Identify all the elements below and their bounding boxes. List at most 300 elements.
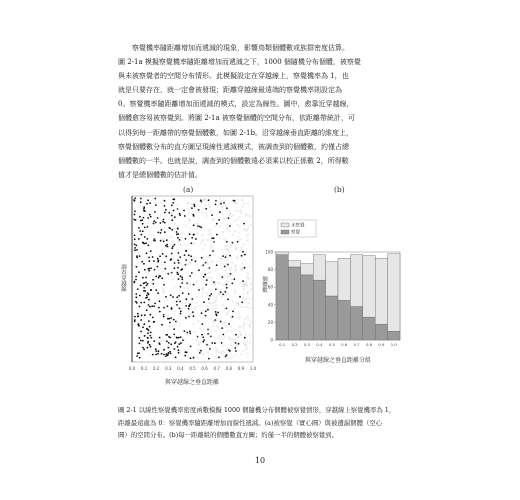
x-tick-label: 0.7 [353,342,360,347]
detected-point [193,357,195,359]
detected-point [208,298,210,300]
detected-point [239,296,241,298]
detected-point [142,277,144,279]
detected-point [138,227,140,229]
detected-point [136,257,138,259]
detected-point [208,199,210,201]
detected-point [189,332,191,334]
detected-point [188,293,190,295]
detected-point [178,252,180,254]
detected-point [203,339,205,341]
detected-point [177,228,179,230]
detected-point [237,241,239,243]
detected-point [172,202,174,204]
detected-point [134,238,136,240]
detected-point [191,298,193,300]
detected-point [188,254,190,256]
detected-point [152,317,154,319]
x-tick-label: 0.6 [341,342,348,347]
detected-point [158,260,160,262]
detected-point [136,355,138,357]
detected-point [150,267,152,269]
detected-point [178,278,180,280]
detected-point [170,343,172,345]
detected-point [166,239,168,241]
detected-point [163,284,165,286]
bar-segment [338,300,350,340]
detected-point [146,328,148,330]
detected-point [235,334,237,336]
detected-point [158,350,160,352]
bar-segment [313,255,325,281]
detected-point [150,289,152,291]
detected-point [168,227,170,229]
detected-point [178,262,180,264]
detected-point [149,202,151,204]
detected-point [193,204,195,206]
detected-point [144,227,146,229]
detected-point [137,316,139,318]
body-line: 察覺個體數分布的直方圖呈現線性遞減模式，被調查到的個體數，約僅占總 [118,142,349,151]
detected-point [143,302,145,304]
detected-point [137,288,139,290]
detected-point [163,354,165,356]
detected-point [167,246,169,248]
detected-point [191,242,193,244]
detected-point [142,326,144,328]
y-tick-label: 40 [267,302,273,308]
detected-point [140,201,142,203]
detected-point [200,350,202,352]
detected-point [226,207,228,209]
body-line: 個體數的一半。也就是說，調查到的個體數遠必須乘以校正係數 2，所得數 [118,156,349,165]
detected-point [209,348,211,350]
detected-point [159,311,161,313]
detected-point [185,298,187,300]
detected-point [159,337,161,339]
detected-point [153,305,155,307]
detected-point [220,291,222,293]
detected-point [195,260,197,262]
detected-point [153,260,155,262]
detected-point [149,306,151,308]
detected-point [185,305,187,307]
detected-point [180,275,182,277]
detected-point [139,343,141,345]
detected-point [214,319,216,321]
bar-segment [276,252,288,255]
x-tick-label: 0.1 [279,342,286,347]
detected-point [145,242,147,244]
detected-point [174,267,176,269]
x-tick-label: 0.4 [177,366,184,371]
detected-point [152,283,154,285]
detected-point [185,351,187,353]
detected-point [226,354,228,356]
bar-segment [388,254,400,331]
detected-point [203,276,205,278]
legend-swatch [281,230,289,234]
detected-point [202,336,204,338]
detected-point [184,355,186,357]
detected-point [179,308,181,310]
detected-point [207,333,209,335]
bar-segment [375,258,387,324]
detected-point [177,237,179,239]
detected-point [134,200,136,202]
detected-point [170,294,172,296]
bar-segment [288,267,300,340]
detected-point [152,279,154,281]
detected-point [190,255,192,257]
detected-point [184,330,186,332]
detected-point [140,302,142,304]
detected-point [139,230,141,232]
detected-point [199,226,201,228]
detected-point [142,340,144,342]
legend [278,220,316,237]
detected-point [194,205,196,207]
detected-point [146,252,148,254]
body-line: 察覺機率隨距離增加而遞減的現象，影響鳥類個體數或族群密度估算。 [132,44,349,52]
detected-point [140,285,142,287]
detected-point [218,219,220,221]
detected-point [144,236,146,238]
detected-point [159,255,161,257]
detected-point [225,308,227,310]
detected-point [149,344,151,346]
detected-point [148,257,150,259]
detected-point [133,219,135,221]
detected-point [173,319,175,321]
detected-point [200,201,202,203]
detected-point [223,334,225,336]
detected-point [193,234,195,236]
detected-point [234,200,236,202]
detected-point [218,357,220,359]
detected-point [136,266,138,268]
detected-point [177,233,179,235]
detected-point [232,242,234,244]
detected-point [139,306,141,308]
detected-point [215,311,217,313]
detected-point [197,336,199,338]
detected-point [242,251,244,253]
detected-point [159,275,161,277]
detected-point [191,207,193,209]
x-tick-label: 0.4 [316,342,323,347]
bar-segment [301,263,313,274]
x-tick-label: 0.5 [328,342,335,347]
detected-point [172,199,174,201]
x-tick-label: 0.2 [291,342,298,347]
detected-point [216,264,218,266]
legend-label: 察覺 [291,230,300,236]
detected-point [221,276,223,278]
x-tick-label: 0.3 [303,342,311,347]
detected-point [165,355,167,357]
detected-point [150,216,152,218]
detected-point [148,329,150,331]
scatter-plot-detection [120,196,255,390]
detected-point [191,237,193,239]
detected-point [136,296,138,298]
detected-point [174,216,176,218]
detected-point [168,318,170,320]
x-tick-label: 0.8 [365,342,373,347]
detected-point [140,319,142,321]
detected-point [180,342,182,344]
detected-point [226,287,228,289]
caption-line: 圓）的空間分布。(b)每一距離組的個體數直方圖；約僅一半的個體被察覺到。 [118,431,338,440]
detected-point [176,231,178,233]
detected-point [188,308,190,310]
detected-point [157,266,159,268]
detected-point [147,226,149,228]
detected-point [155,204,157,206]
detected-point [199,352,201,354]
bar-segment [375,324,387,340]
detected-point [182,292,184,294]
detected-point [146,203,148,205]
detected-point [171,307,173,309]
detected-point [146,285,148,287]
detected-point [137,313,139,315]
detected-point [139,357,141,359]
detected-point [155,289,157,291]
detected-point [138,271,140,273]
detected-point [181,278,183,280]
detected-point [185,238,187,240]
detected-point [147,337,149,339]
detected-point [142,230,144,232]
detected-point [201,334,203,336]
y-tick-label: 20 [267,319,273,325]
detected-point [134,320,136,322]
detected-point [160,232,162,234]
detected-point [186,332,188,334]
x-tick-label: 0.1 [140,366,148,371]
detected-point [201,323,203,325]
body-line: 就是只要存在，就一定會被發現；距離穿越線最遠端的察覺機率則設定為 [118,86,342,95]
y-ticks [265,250,276,343]
detected-point [140,331,142,333]
detected-point [179,239,181,241]
detected-point [157,217,159,219]
detected-point [148,268,150,270]
detected-point [168,352,170,354]
detected-point [148,320,150,322]
detected-point [153,223,155,225]
detected-point [224,266,226,268]
detected-point [157,292,159,294]
detected-point [146,295,148,297]
caption-line: 距離最遠處為 0：察覺機率隨距離增加而線性遞減。(a)被察覺（實心圓）與被遺漏個體（空心 [118,418,383,427]
detected-point [139,295,141,297]
detected-point [195,238,197,240]
detected-point [153,321,155,323]
detected-point [179,213,181,215]
detected-point [223,202,225,204]
detected-point [148,304,150,306]
detected-point [220,321,222,323]
detected-point [171,247,173,249]
detected-point [212,250,214,252]
x-tick-label: 0.9 [378,342,385,347]
detected-point [168,347,170,349]
x-tick-label: 0.5 [189,366,196,371]
detected-point [164,200,166,202]
detected-point [142,223,144,225]
body-line: 個體愈容易被察覺到。將圖 2-1a 被察覺個體的空間分布，依距離帶統計，可 [118,114,355,123]
detected-point [161,353,163,355]
bar-segment [350,255,362,307]
detected-point [147,342,149,344]
bar-segment [350,307,362,340]
detected-point [244,267,246,269]
detected-point [178,349,180,351]
detected-point [143,283,145,285]
detected-point [222,294,224,296]
detected-point [224,291,226,293]
detected-point [190,357,192,359]
detected-point [244,337,246,339]
detected-point [184,215,186,217]
detected-point [229,225,231,227]
detected-point [155,350,157,352]
detected-point [148,270,150,272]
detected-point [179,256,181,258]
detected-point [222,255,224,257]
detected-point [163,219,165,221]
detected-point [145,282,147,284]
detected-point [201,257,203,259]
detected-point [151,337,153,339]
detected-point [159,300,161,302]
detected-point [181,282,183,284]
detected-point [135,293,137,295]
detected-point [164,205,166,207]
body-line: 值才是總個體數的估計值。 [118,170,202,179]
detected-point [197,225,199,227]
y-tick-label: 0 [270,337,273,343]
detected-point [193,284,195,286]
detected-point [188,306,190,308]
detected-point [144,210,146,212]
detected-point [161,277,163,279]
detected-point [206,279,208,281]
x-tick-label: 0.9 [237,366,245,371]
detected-point [134,249,136,251]
y-tick-label: 100 [265,249,273,255]
detected-point [143,263,145,265]
detected-point [205,284,207,286]
figure-a-label: (a) [183,185,194,194]
detected-point [134,210,136,212]
detected-point [226,241,228,243]
figure-caption [118,404,410,442]
detected-point [161,229,163,231]
detected-point [241,301,243,303]
detected-point [169,322,171,324]
bar-segment [288,261,300,267]
detected-point [164,261,166,263]
detected-point [134,235,136,237]
detected-point [168,342,170,344]
detected-point [168,336,170,338]
detected-point [189,331,191,333]
detected-point [146,238,148,240]
detected-point [205,208,207,210]
detected-point [140,340,142,342]
detected-point [177,267,179,269]
detected-point [142,347,144,349]
detected-point [198,269,200,271]
detected-point [163,349,165,351]
detected-point [147,244,149,246]
detected-point [174,262,176,264]
figure-b-label: (b) [334,185,345,194]
detected-point [147,332,149,334]
detected-point [172,246,174,248]
detected-point [151,305,153,307]
detected-point [211,342,213,344]
detected-point [148,294,150,296]
detected-point [144,314,146,316]
detected-point [177,346,179,348]
bar-segment [313,280,325,340]
x-tick-label: 1.0 [249,366,257,371]
detected-point [170,353,172,355]
detected-point [220,203,222,205]
detected-point [228,323,230,325]
detected-point [210,336,212,338]
detected-point [143,348,145,350]
detected-point [193,315,195,317]
x-tick-label: 0.0 [128,366,136,371]
detected-point [155,354,157,356]
y-tick-label: 60 [267,284,273,290]
x-ticks [279,342,397,347]
detected-point [232,311,234,313]
detected-point [191,272,193,274]
detected-point [172,296,174,298]
detected-point [233,278,235,280]
detected-point [173,210,175,212]
detected-point [161,324,163,326]
detected-point [210,293,212,295]
detected-point [150,346,152,348]
detected-point [208,358,210,360]
detected-point [135,276,137,278]
detected-point [136,302,138,304]
detected-point [238,343,240,345]
detected-point [221,327,223,329]
detected-point [189,275,191,277]
detected-point [235,342,237,344]
detected-point [180,336,182,338]
detected-point [162,253,164,255]
body-line: 與未被察覺者的空間分布情形。此模擬設定在穿越線上，察覺機率為 1，也 [118,72,349,81]
detected-point [193,215,195,217]
detected-point [154,211,156,213]
detected-point [213,237,215,239]
detected-point [244,254,246,256]
detected-point [149,326,151,328]
detected-point [198,209,200,211]
detected-point [164,268,166,270]
detected-point [180,313,182,315]
